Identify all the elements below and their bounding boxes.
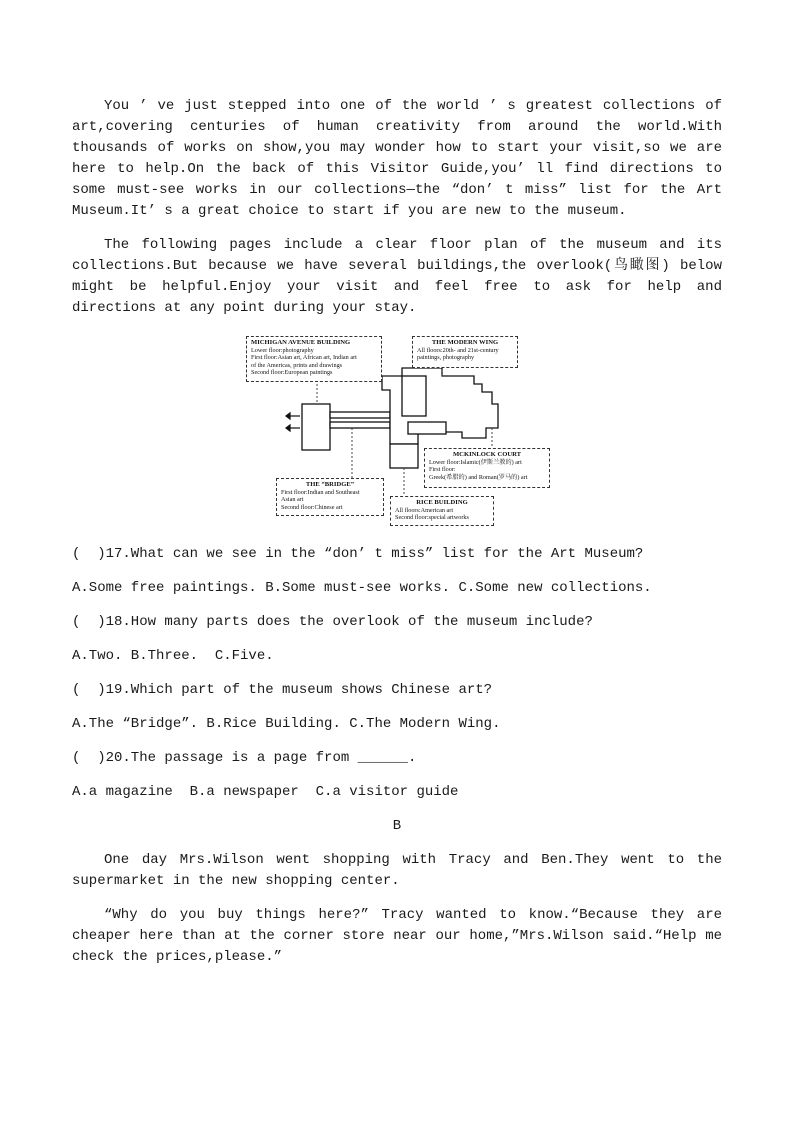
michigan-line-4: Second floor:European paintings xyxy=(251,369,333,377)
michigan-building-shape xyxy=(302,404,330,450)
michigan-avenue-label xyxy=(246,336,382,382)
modern-title: THE MODERN WING xyxy=(431,339,499,346)
rice-building-shape xyxy=(390,444,418,468)
entrance-arrows-icon xyxy=(286,413,300,431)
bridge-line-3: Second floor:Chinese art xyxy=(281,503,343,511)
modern-wing-label xyxy=(412,336,518,368)
question-17-options: A.Some free paintings. B.Some must-see works. C.Some new collections. xyxy=(72,580,652,596)
rice-line-1: All floors:American art xyxy=(395,506,454,514)
modern-line-2: paintings, photography xyxy=(417,354,475,362)
passage-paragraph-1: You ’ ve just stepped into one of the world ’ s greatest collections of art,covering centuries of human creativity from around the world.With thousands of works on show,you may wonder how to start your visit,so we are here to help.On the back of this Visitor Guide,you’ ll find directions to some must-see works in our collections—the “don’ t miss” list for the Art Museum.It’ s a great choice to start if you are new to the museum. xyxy=(72,98,722,219)
question-19-options: A.The “Bridge”. B.Rice Building. C.The Modern Wing. xyxy=(72,716,501,732)
section-b-paragraph-2: “Why do you buy things here?” Tracy wanted to know.“Because they are cheaper here than at the corner store near our home,”Mrs.Wilson said.“Help me check the prices,please.” xyxy=(72,907,722,965)
michigan-title: MICHIGAN AVENUE BUILDING xyxy=(251,339,351,346)
mckinlock-title: MCKINLOCK COURT xyxy=(452,451,522,458)
modern-line-1: All floors:20th- and 21st-century xyxy=(417,346,499,354)
michigan-line-3: of the Americas, prints and drawings xyxy=(251,361,343,369)
rice-title: RICE BUILDING xyxy=(416,499,468,506)
mckinlock-court-label xyxy=(424,448,550,488)
passage-paragraph-2: The following pages include a clear floor plan of the museum and its collections.But because we have several buildings,the overlook(鸟瞰图) below might be helpful.Enjoy your visit and feel free to ask for help and directions at any point during your stay. xyxy=(72,237,722,316)
section-b-paragraph-1: One day Mrs.Wilson went shopping with Tracy and Ben.They went to the supermarket in the new shopping center. xyxy=(72,852,722,889)
museum-overlook-map xyxy=(72,332,722,528)
bridge-line-2: Asian art xyxy=(281,496,304,504)
michigan-line-2: First floor:Asian art, African art, Indian art xyxy=(251,354,357,362)
mckinlock-line-3: Greek(希腊的) and Roman(罗马的) art xyxy=(429,473,528,481)
question-20-options: A.a magazine B.a newspaper C.a visitor guide xyxy=(72,784,459,800)
section-b-heading: B xyxy=(392,818,402,834)
bridge-label xyxy=(276,478,384,516)
bridge-line-1: First floor:Indian and Southeast xyxy=(281,488,360,496)
rice-building-label xyxy=(390,496,494,526)
bridge-shape xyxy=(330,412,390,418)
question-18: ( )18.How many parts does the overlook of the museum include? xyxy=(72,614,593,630)
page-content xyxy=(72,96,722,981)
question-19: ( )19.Which part of the museum shows Chinese art? xyxy=(72,682,493,698)
rice-line-2: Second floor:special artworks xyxy=(395,514,469,522)
bridge-title: THE “BRIDGE” xyxy=(305,481,355,488)
mckinlock-line-2: First floor: xyxy=(429,466,456,474)
question-18-options: A.Two. B.Three. C.Five. xyxy=(72,648,274,664)
question-17: ( )17.What can we see in the “don’ t miss” list for the Art Museum? xyxy=(72,546,644,562)
question-20: ( )20.The passage is a page from ______. xyxy=(72,750,417,766)
michigan-line-1: Lower floor:photography xyxy=(251,346,314,354)
mckinlock-line-1: Lower floor:Islamic(伊斯兰教的) art xyxy=(429,458,522,466)
